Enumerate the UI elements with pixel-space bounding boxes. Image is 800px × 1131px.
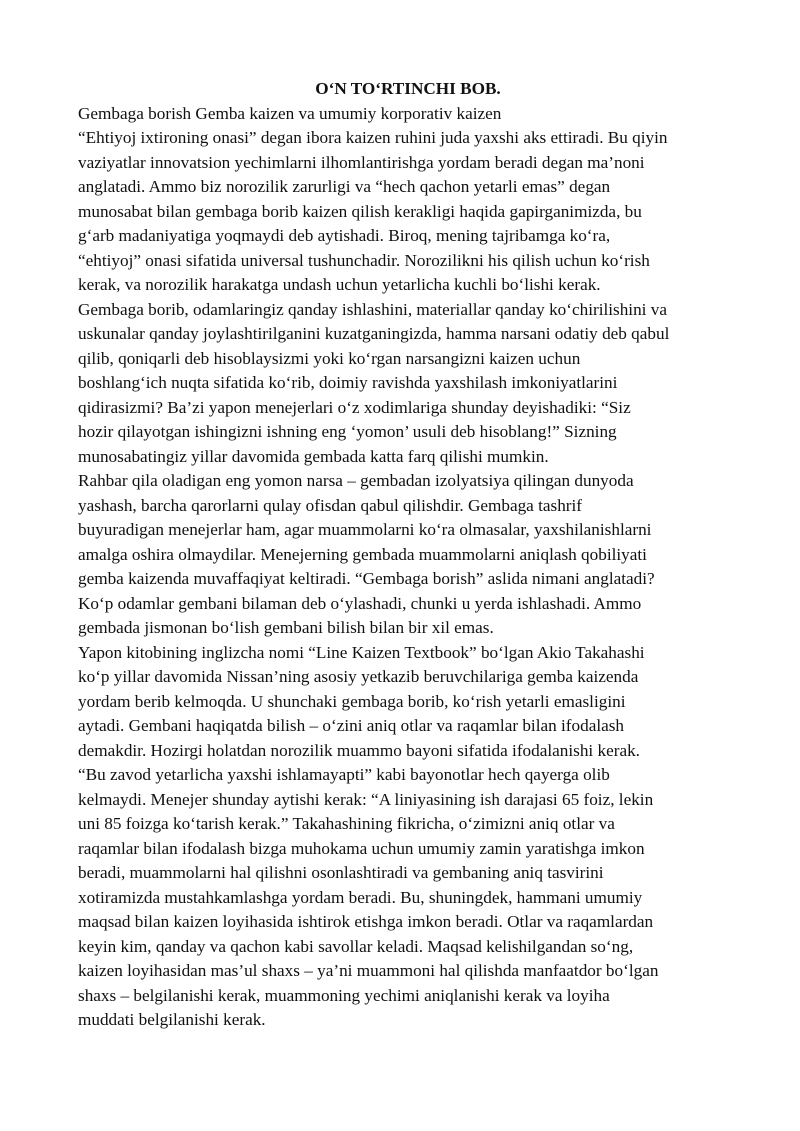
text-line: g‘arb madaniyatiga yoqmaydi deb aytishadi. Biroq, mening tajribamga ko‘ra, bbox=[78, 226, 611, 245]
text-line: Gembaga borib, odamlaringiz qanday ishlashini, materiallar qanday ko‘chirilishini va bbox=[78, 299, 667, 319]
text-line: kaizen loyihasidan mas’ul shaxs – ya’ni muammoni hal qilishda manfaatdor bo‘lgan bbox=[78, 961, 659, 980]
text-line: “Ehtiyoj ixtironing onasi” degan ibora kaizen ruhini juda yaxshi aks ettiradi. Bu qiyin bbox=[78, 128, 668, 147]
text-line: raqamlar bilan ifodalash bizga muhokama uchun umumiy zamin yaratishga imkon bbox=[78, 838, 645, 858]
text-line: “Bu zavod yetarlicha yaxshi ishlamayapti” kabi bayonotlar hech qayerga olib bbox=[78, 765, 610, 784]
text-line: ko‘p yillar davomida Nissan’ning asosiy yetkazib beruvchilariga gemba kaizenda bbox=[78, 667, 639, 686]
document-body bbox=[78, 102, 738, 1033]
text-line: vaziyatlar innovatsion yechimlarni ilhomlantirishga yordam beradi degan ma’noni bbox=[78, 152, 645, 172]
text-line: muddati belgilanishi kerak. bbox=[78, 1010, 266, 1029]
text-line: demakdir. Hozirgi holatdan norozilik muammo bayoni sifatida ifodalanishi kerak. bbox=[78, 740, 640, 760]
document-page bbox=[78, 77, 738, 1033]
text-line: xotiramizda mustahkamlashga yordam beradi. Bu, shuningdek, hammani umumiy bbox=[78, 887, 643, 907]
text-line: munosabatingiz yillar davomida gembada katta farq qilishi mumkin. bbox=[78, 446, 549, 466]
text-line: shaxs – belgilanishi kerak, muammoning yechimi aniqlanishi kerak va loyiha bbox=[78, 985, 610, 1005]
text-line: “ehtiyoj” onasi sifatida universal tushunchadir. Norozilikni his qilish uchun ko‘rish bbox=[78, 250, 650, 270]
text-line: kerak, va norozilik harakatga undash uchun yetarlicha kuchli bo‘lishi kerak. bbox=[78, 275, 601, 294]
text-line: qidirasizmi? Ba’zi yapon menejerlari o‘z xodimlariga shunday deyishadiki: “Siz bbox=[78, 397, 631, 417]
text-line: uni 85 foizga ko‘tarish kerak.” Takahashining fikricha, o‘zimizni aniq otlar va bbox=[78, 814, 615, 833]
text-line: Gembaga borish Gemba kaizen va umumiy korporativ kaizen bbox=[78, 103, 502, 123]
text-line: Rahbar qila oladigan eng yomon narsa – gembadan izolyatsiya qilingan dunyoda bbox=[78, 471, 634, 490]
text-line: Yapon kitobining inglizcha nomi “Line Kaizen Textbook” bo‘lgan Akio Takahashi bbox=[78, 642, 645, 662]
text-line: qilib, qoniqarli deb hisoblaysizmi yoki ko‘rgan narsangizni kaizen uchun bbox=[78, 348, 581, 368]
text-line: yashash, barcha qarorlarni qulay ofisdan qabul qilishdir. Gembaga tashrif bbox=[78, 495, 583, 515]
text-line: keyin kim, qanday va qachon kabi savollar keladi. Maqsad kelishilgandan so‘ng, bbox=[78, 936, 634, 956]
chapter-title: O‘N TO‘RTINCHI BOB. bbox=[315, 79, 501, 98]
text-line: anglatadi. Ammo biz norozilik zarurligi va “hech qachon yetarli emas” degan bbox=[78, 177, 611, 196]
text-line: aytadi. Gembani haqiqatda bilish – o‘zini aniq otlar va raqamlar bilan ifodalash bbox=[78, 716, 625, 735]
text-line: beradi, muammolarni hal qilishni osonlashtiradi va gembaning aniq tasvirini bbox=[78, 863, 604, 882]
text-line: hozir qilayotgan ishingizni ishning eng ‘yomon’ usuli deb hisoblang!” Sizning bbox=[78, 422, 617, 441]
text-line: kelmaydi. Menejer shunday aytishi kerak: “A liniyasining ish darajasi 65 foiz, lekin bbox=[78, 789, 654, 809]
text-line: gemba kaizenda muvaffaqiyat keltiradi. “Gembaga borish” aslida nimani anglatadi? bbox=[78, 569, 655, 588]
text-line: munosabat bilan gembaga borib kaizen qilish kerakligi haqida gapirganimizda, bu bbox=[78, 201, 642, 221]
text-line: amalga oshira olmaydilar. Menejerning gembada muammolarni aniqlash qobiliyati bbox=[78, 544, 647, 564]
text-line: Ko‘p odamlar gembani bilaman deb o‘ylashadi, chunki u yerda ishlashadi. Ammo bbox=[78, 593, 642, 613]
text-line: maqsad bilan kaizen loyihasida ishtirok etishga imkon beradi. Otlar va raqamlardan bbox=[78, 912, 654, 931]
text-line: boshlang‘ich nuqta sifatida ko‘rib, doimiy ravishda yaxshilash imkoniyatlarini bbox=[78, 373, 618, 392]
text-line: uskunalar qanday joylashtirilganini kuzatganingizda, hamma narsani odatiy deb qabul bbox=[78, 324, 670, 343]
text-line: gembada jismonan bo‘lish gembani bilish bilan bir xil emas. bbox=[78, 618, 494, 637]
text-line: yordam berib kelmoqda. U shunchaki gembaga borib, ko‘rish yetarli emasligini bbox=[78, 691, 626, 711]
text-line: buyuradigan menejerlar ham, agar muammolarni ko‘ra olmasalar, yaxshilanishlarni bbox=[78, 520, 652, 539]
